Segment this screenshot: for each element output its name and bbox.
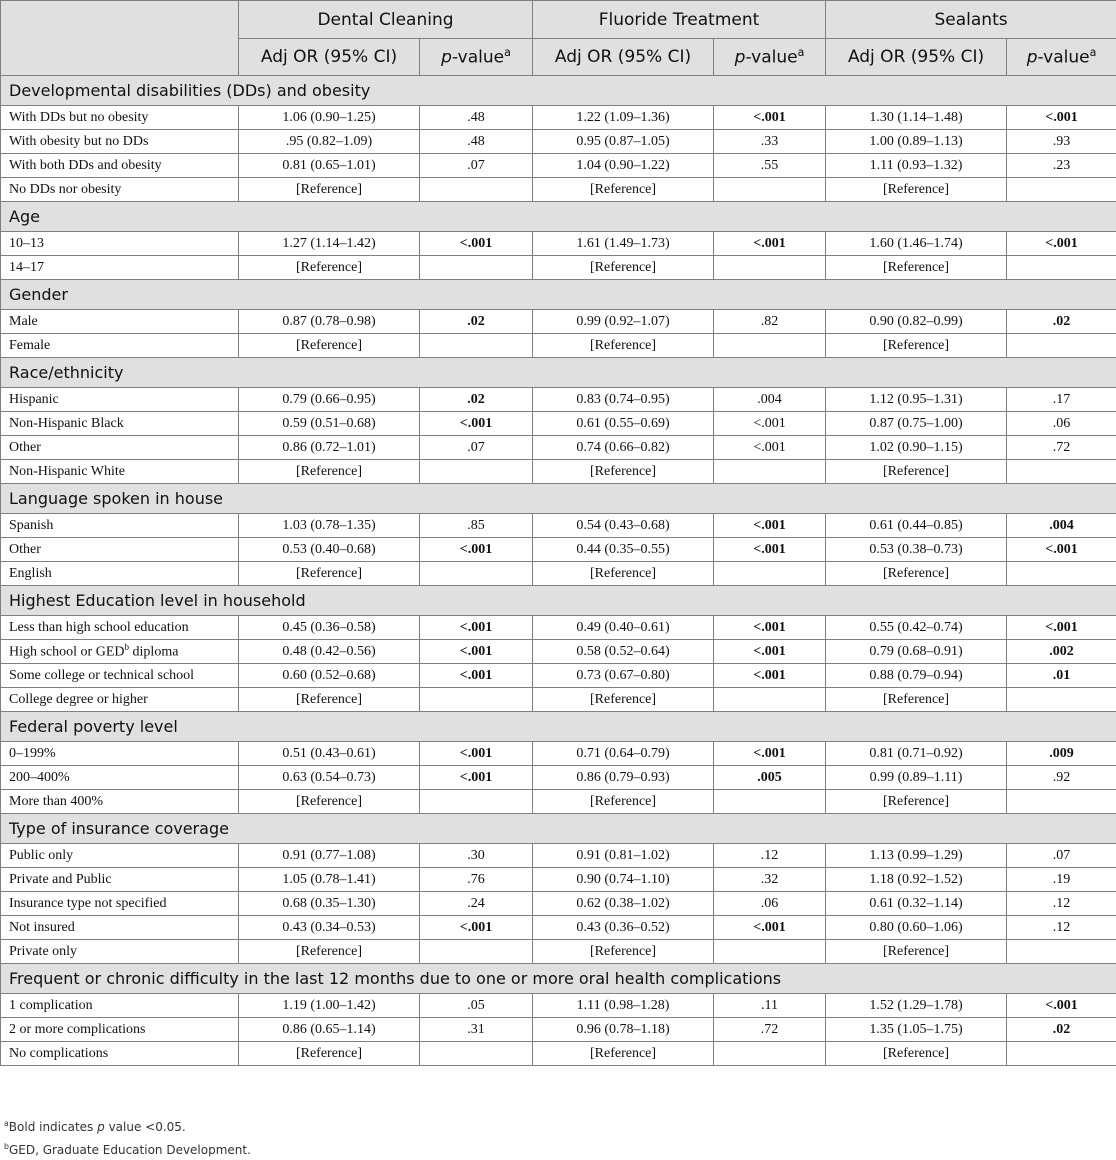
p-value-cell: <.001 [714, 412, 826, 436]
p-value-cell: <.001 [420, 742, 533, 766]
p-value-cell [714, 790, 826, 814]
p-value-cell: .32 [714, 868, 826, 892]
row-label: 14–17 [1, 256, 239, 280]
odds-ratio-cell: 0.43 (0.34–0.53) [239, 916, 420, 940]
p-value-cell: .85 [420, 514, 533, 538]
row-label: With DDs but no obesity [1, 106, 239, 130]
odds-ratio-cell: 0.51 (0.43–0.61) [239, 742, 420, 766]
p-value-cell [420, 460, 533, 484]
table-row [1, 106, 1116, 130]
odds-ratio-cell: 1.05 (0.78–1.41) [239, 868, 420, 892]
p-value-cell [714, 334, 826, 358]
header-p-value: p-value$^a$ [420, 39, 533, 76]
row-label: Some college or technical school [1, 664, 239, 688]
odds-ratio-cell: [Reference] [239, 562, 420, 586]
p-value-cell [420, 1042, 533, 1066]
odds-ratio-cell: 0.74 (0.66–0.82) [533, 436, 714, 460]
p-value-cell [420, 940, 533, 964]
p-value-cell: .92 [1007, 766, 1116, 790]
odds-ratio-cell: 0.54 (0.43–0.68) [533, 514, 714, 538]
odds-ratio-cell: 0.53 (0.40–0.68) [239, 538, 420, 562]
p-value-cell [714, 256, 826, 280]
p-value-cell: <.001 [420, 616, 533, 640]
row-label: More than 400% [1, 790, 239, 814]
odds-ratio-cell: [Reference] [239, 1042, 420, 1066]
odds-ratio-cell: 0.96 (0.78–1.18) [533, 1018, 714, 1042]
row-label: 200–400% [1, 766, 239, 790]
header-adj-or: Adj OR (95% CI) [533, 39, 714, 76]
p-value-cell: <.001 [420, 664, 533, 688]
odds-ratio-cell: [Reference] [533, 256, 714, 280]
odds-ratio-cell: 0.61 (0.44–0.85) [826, 514, 1007, 538]
p-value-cell [1007, 940, 1116, 964]
p-value-cell: .48 [420, 106, 533, 130]
section-title: Race/ethnicity [1, 358, 1116, 388]
section-header-row [1, 280, 1116, 310]
table-row [1, 388, 1116, 412]
odds-ratio-cell: [Reference] [826, 940, 1007, 964]
p-value-cell: .33 [714, 130, 826, 154]
odds-ratio-cell: 0.49 (0.40–0.61) [533, 616, 714, 640]
odds-ratio-cell: [Reference] [826, 1042, 1007, 1066]
odds-ratio-cell: 0.61 (0.55–0.69) [533, 412, 714, 436]
p-value-cell: .004 [714, 388, 826, 412]
p-value-cell [714, 688, 826, 712]
p-value-cell [714, 1042, 826, 1066]
p-value-cell [420, 256, 533, 280]
table-row [1, 1018, 1116, 1042]
p-value-cell [1007, 562, 1116, 586]
p-value-cell: <.001 [1007, 538, 1116, 562]
footnotes [4, 1114, 251, 1160]
table-row [1, 742, 1116, 766]
odds-ratio-cell: 0.79 (0.66–0.95) [239, 388, 420, 412]
odds-ratio-cell: 0.45 (0.36–0.58) [239, 616, 420, 640]
header-sealants: Sealants [826, 1, 1116, 39]
odds-ratio-cell: [Reference] [826, 688, 1007, 712]
p-value-cell: .76 [420, 868, 533, 892]
row-label: Other [1, 436, 239, 460]
header-row-groups [1, 1, 1116, 39]
p-value-cell [714, 178, 826, 202]
row-label: Other [1, 538, 239, 562]
table-row [1, 232, 1116, 256]
table-row [1, 640, 1116, 664]
table-row [1, 154, 1116, 178]
odds-ratio-cell: [Reference] [533, 460, 714, 484]
p-value-cell [1007, 178, 1116, 202]
header-corner [1, 1, 239, 76]
odds-ratio-cell: 0.86 (0.72–1.01) [239, 436, 420, 460]
odds-ratio-cell: 0.81 (0.71–0.92) [826, 742, 1007, 766]
odds-ratio-cell: 0.90 (0.82–0.99) [826, 310, 1007, 334]
p-value-cell: .24 [420, 892, 533, 916]
odds-ratio-cell: 0.62 (0.38–1.02) [533, 892, 714, 916]
p-value-cell: <.001 [420, 640, 533, 664]
row-label: Male [1, 310, 239, 334]
odds-ratio-cell: 0.99 (0.89–1.11) [826, 766, 1007, 790]
section-header-row [1, 964, 1116, 994]
odds-ratio-cell: [Reference] [533, 1042, 714, 1066]
p-value-cell: <.001 [714, 664, 826, 688]
table-row [1, 178, 1116, 202]
table-row [1, 994, 1116, 1018]
row-label: English [1, 562, 239, 586]
odds-ratio-cell: 0.87 (0.75–1.00) [826, 412, 1007, 436]
table-row [1, 892, 1116, 916]
odds-ratio-cell: [Reference] [826, 562, 1007, 586]
odds-ratio-cell: 1.00 (0.89–1.13) [826, 130, 1007, 154]
odds-ratio-cell: [Reference] [826, 256, 1007, 280]
p-value-cell [1007, 460, 1116, 484]
odds-ratio-cell: 0.80 (0.60–1.06) [826, 916, 1007, 940]
p-value-cell: .02 [1007, 1018, 1116, 1042]
section-title: Highest Education level in household [1, 586, 1116, 616]
row-label: Non-Hispanic Black [1, 412, 239, 436]
odds-ratio-cell: [Reference] [826, 460, 1007, 484]
footnote-b: $^b$GED, Graduate Education Development. [4, 1137, 251, 1160]
odds-ratio-cell: 0.91 (0.81–1.02) [533, 844, 714, 868]
odds-ratio-cell: 0.68 (0.35–1.30) [239, 892, 420, 916]
header-dental-cleaning: Dental Cleaning [239, 1, 533, 39]
odds-ratio-cell: 0.81 (0.65–1.01) [239, 154, 420, 178]
p-value-cell: .05 [420, 994, 533, 1018]
p-value-cell: .11 [714, 994, 826, 1018]
section-header-row [1, 814, 1116, 844]
p-value-cell: <.001 [714, 436, 826, 460]
odds-ratio-cell: 1.02 (0.90–1.15) [826, 436, 1007, 460]
row-label: 2 or more complications [1, 1018, 239, 1042]
section-header-row [1, 484, 1116, 514]
p-value-cell [1007, 688, 1116, 712]
p-value-cell: .17 [1007, 388, 1116, 412]
p-value-cell: .06 [714, 892, 826, 916]
odds-ratio-cell: 0.60 (0.52–0.68) [239, 664, 420, 688]
p-value-cell: <.001 [714, 616, 826, 640]
odds-ratio-cell: 0.55 (0.42–0.74) [826, 616, 1007, 640]
header-p-value: p-value$^a$ [714, 39, 826, 76]
p-value-cell: .07 [420, 436, 533, 460]
section-header-row [1, 358, 1116, 388]
row-label: Hispanic [1, 388, 239, 412]
table-row [1, 130, 1116, 154]
p-value-cell [1007, 790, 1116, 814]
odds-ratio-cell: 0.99 (0.92–1.07) [533, 310, 714, 334]
row-label: Private and Public [1, 868, 239, 892]
p-value-cell: .009 [1007, 742, 1116, 766]
odds-ratio-cell: 1.03 (0.78–1.35) [239, 514, 420, 538]
p-value-cell: .004 [1007, 514, 1116, 538]
odds-ratio-cell: 0.71 (0.64–0.79) [533, 742, 714, 766]
row-label: College degree or higher [1, 688, 239, 712]
section-title: Developmental disabilities (DDs) and obesity [1, 76, 1116, 106]
odds-ratio-cell: 0.43 (0.36–0.52) [533, 916, 714, 940]
footnote-a: $^a$Bold indicates p value <0.05. [4, 1114, 251, 1137]
row-label: Not insured [1, 916, 239, 940]
p-value-cell: <.001 [1007, 994, 1116, 1018]
table-row [1, 334, 1116, 358]
p-value-cell [1007, 256, 1116, 280]
table-row [1, 940, 1116, 964]
p-value-cell: .12 [1007, 892, 1116, 916]
odds-ratio-cell: 1.18 (0.92–1.52) [826, 868, 1007, 892]
p-value-cell: .48 [420, 130, 533, 154]
table-row [1, 844, 1116, 868]
table-row [1, 1042, 1116, 1066]
table-row [1, 688, 1116, 712]
p-value-cell: <.001 [714, 916, 826, 940]
odds-ratio-cell: 1.12 (0.95–1.31) [826, 388, 1007, 412]
odds-ratio-cell: [Reference] [533, 334, 714, 358]
odds-ratio-cell: 0.73 (0.67–0.80) [533, 664, 714, 688]
odds-ratio-cell: .95 (0.82–1.09) [239, 130, 420, 154]
row-label: 1 complication [1, 994, 239, 1018]
header-p-value: p-value$^a$ [1007, 39, 1116, 76]
p-value-cell: .19 [1007, 868, 1116, 892]
p-value-cell: <.001 [714, 742, 826, 766]
row-label: With obesity but no DDs [1, 130, 239, 154]
table-row [1, 562, 1116, 586]
odds-ratio-cell: [Reference] [239, 178, 420, 202]
p-value-cell: .07 [1007, 844, 1116, 868]
p-value-cell: <.001 [714, 232, 826, 256]
odds-ratio-cell: 1.04 (0.90–1.22) [533, 154, 714, 178]
p-value-cell [1007, 1042, 1116, 1066]
section-title: Type of insurance coverage [1, 814, 1116, 844]
p-value-cell: .72 [714, 1018, 826, 1042]
row-label: No complications [1, 1042, 239, 1066]
odds-ratio-cell: 1.11 (0.93–1.32) [826, 154, 1007, 178]
p-value-cell [420, 178, 533, 202]
p-value-cell: .82 [714, 310, 826, 334]
p-value-cell: .01 [1007, 664, 1116, 688]
odds-ratio-cell: 0.91 (0.77–1.08) [239, 844, 420, 868]
section-header-row [1, 586, 1116, 616]
p-value-cell: <.001 [1007, 106, 1116, 130]
odds-ratio-cell: 1.06 (0.90–1.25) [239, 106, 420, 130]
p-value-cell: .55 [714, 154, 826, 178]
odds-ratio-cell: 0.63 (0.54–0.73) [239, 766, 420, 790]
odds-ratio-cell: 1.13 (0.99–1.29) [826, 844, 1007, 868]
p-value-cell: .002 [1007, 640, 1116, 664]
p-value-cell: <.001 [1007, 616, 1116, 640]
odds-ratio-cell: 0.61 (0.32–1.14) [826, 892, 1007, 916]
p-value-cell: .02 [420, 310, 533, 334]
table-body [1, 76, 1116, 1066]
p-value-cell: <.001 [714, 106, 826, 130]
p-value-cell: .23 [1007, 154, 1116, 178]
odds-ratio-cell: [Reference] [239, 460, 420, 484]
odds-ratio-cell: [Reference] [826, 178, 1007, 202]
p-value-cell: .005 [714, 766, 826, 790]
row-label: Female [1, 334, 239, 358]
odds-ratio-cell: [Reference] [533, 790, 714, 814]
odds-ratio-cell: 0.79 (0.68–0.91) [826, 640, 1007, 664]
table-row [1, 616, 1116, 640]
odds-ratio-cell: 0.87 (0.78–0.98) [239, 310, 420, 334]
odds-ratio-cell: 0.83 (0.74–0.95) [533, 388, 714, 412]
p-value-cell [420, 562, 533, 586]
row-label: 0–199% [1, 742, 239, 766]
odds-ratio-cell: 0.86 (0.79–0.93) [533, 766, 714, 790]
odds-ratio-cell: [Reference] [826, 334, 1007, 358]
p-value-cell: .07 [420, 154, 533, 178]
p-value-cell [420, 334, 533, 358]
p-value-cell [714, 460, 826, 484]
section-header-row [1, 76, 1116, 106]
section-title: Language spoken in house [1, 484, 1116, 514]
table-row [1, 256, 1116, 280]
odds-ratio-cell: 0.86 (0.65–1.14) [239, 1018, 420, 1042]
section-title: Age [1, 202, 1116, 232]
odds-ratio-cell: [Reference] [239, 688, 420, 712]
header-fluoride-treatment: Fluoride Treatment [533, 1, 826, 39]
p-value-cell: .93 [1007, 130, 1116, 154]
row-label: High school or GED$^b$ diploma [1, 640, 239, 664]
p-value-cell: .12 [1007, 916, 1116, 940]
section-title: Federal poverty level [1, 712, 1116, 742]
row-label: Non-Hispanic White [1, 460, 239, 484]
header-adj-or: Adj OR (95% CI) [826, 39, 1007, 76]
p-value-cell: .06 [1007, 412, 1116, 436]
odds-ratio-cell: 0.58 (0.52–0.64) [533, 640, 714, 664]
table-row [1, 766, 1116, 790]
table-row [1, 412, 1116, 436]
table-row [1, 664, 1116, 688]
odds-ratio-cell: 0.88 (0.79–0.94) [826, 664, 1007, 688]
table-row [1, 790, 1116, 814]
row-label: Private only [1, 940, 239, 964]
odds-ratio-cell: 1.22 (1.09–1.36) [533, 106, 714, 130]
p-value-cell: <.001 [1007, 232, 1116, 256]
odds-ratio-cell: [Reference] [239, 790, 420, 814]
odds-ratio-cell: 1.60 (1.46–1.74) [826, 232, 1007, 256]
section-title: Gender [1, 280, 1116, 310]
section-title: Frequent or chronic difficulty in the last 12 months due to one or more oral health complications [1, 964, 1116, 994]
p-value-cell: <.001 [714, 640, 826, 664]
p-value-cell: <.001 [420, 412, 533, 436]
odds-ratio-cell: 0.44 (0.35–0.55) [533, 538, 714, 562]
table-row [1, 868, 1116, 892]
odds-ratio-cell: [Reference] [533, 562, 714, 586]
p-value-cell: .12 [714, 844, 826, 868]
p-value-cell: .02 [420, 388, 533, 412]
odds-ratio-cell: [Reference] [533, 178, 714, 202]
table-row [1, 436, 1116, 460]
table-row [1, 310, 1116, 334]
table-row [1, 916, 1116, 940]
odds-ratio-cell: 1.11 (0.98–1.28) [533, 994, 714, 1018]
odds-ratio-cell: 0.48 (0.42–0.56) [239, 640, 420, 664]
p-value-cell: <.001 [420, 232, 533, 256]
row-label: With both DDs and obesity [1, 154, 239, 178]
p-value-cell: .31 [420, 1018, 533, 1042]
table-row [1, 460, 1116, 484]
p-value-cell [1007, 334, 1116, 358]
row-label: Public only [1, 844, 239, 868]
header-adj-or: Adj OR (95% CI) [239, 39, 420, 76]
odds-ratio-cell: [Reference] [533, 940, 714, 964]
odds-ratio-cell: [Reference] [533, 688, 714, 712]
odds-ratio-cell: 1.30 (1.14–1.48) [826, 106, 1007, 130]
odds-ratio-cell: 1.61 (1.49–1.73) [533, 232, 714, 256]
p-value-cell: <.001 [714, 538, 826, 562]
odds-ratio-cell: 1.52 (1.29–1.78) [826, 994, 1007, 1018]
odds-ratio-cell: 0.59 (0.51–0.68) [239, 412, 420, 436]
odds-ratio-cell: [Reference] [239, 940, 420, 964]
row-label: Insurance type not specified [1, 892, 239, 916]
table-row [1, 538, 1116, 562]
row-label: No DDs nor obesity [1, 178, 239, 202]
p-value-cell: <.001 [420, 766, 533, 790]
p-value-cell [420, 790, 533, 814]
row-label: Spanish [1, 514, 239, 538]
p-value-cell: <.001 [420, 538, 533, 562]
odds-ratio-cell: [Reference] [239, 334, 420, 358]
odds-ratio-cell: 0.90 (0.74–1.10) [533, 868, 714, 892]
row-label: Less than high school education [1, 616, 239, 640]
odds-ratio-cell: 1.27 (1.14–1.42) [239, 232, 420, 256]
p-value-cell: <.001 [420, 916, 533, 940]
p-value-cell: .02 [1007, 310, 1116, 334]
odds-ratio-cell: 1.19 (1.00–1.42) [239, 994, 420, 1018]
p-value-cell: <.001 [714, 514, 826, 538]
table-row [1, 514, 1116, 538]
section-header-row [1, 712, 1116, 742]
odds-ratio-cell: [Reference] [239, 256, 420, 280]
p-value-cell: .30 [420, 844, 533, 868]
p-value-cell: .72 [1007, 436, 1116, 460]
row-label: 10–13 [1, 232, 239, 256]
section-header-row [1, 202, 1116, 232]
p-value-cell [420, 688, 533, 712]
p-value-cell [714, 940, 826, 964]
odds-ratio-cell: 0.95 (0.87–1.05) [533, 130, 714, 154]
p-value-cell [714, 562, 826, 586]
odds-ratio-cell: 0.53 (0.38–0.73) [826, 538, 1007, 562]
odds-ratio-cell: 1.35 (1.05–1.75) [826, 1018, 1007, 1042]
odds-ratio-cell: [Reference] [826, 790, 1007, 814]
